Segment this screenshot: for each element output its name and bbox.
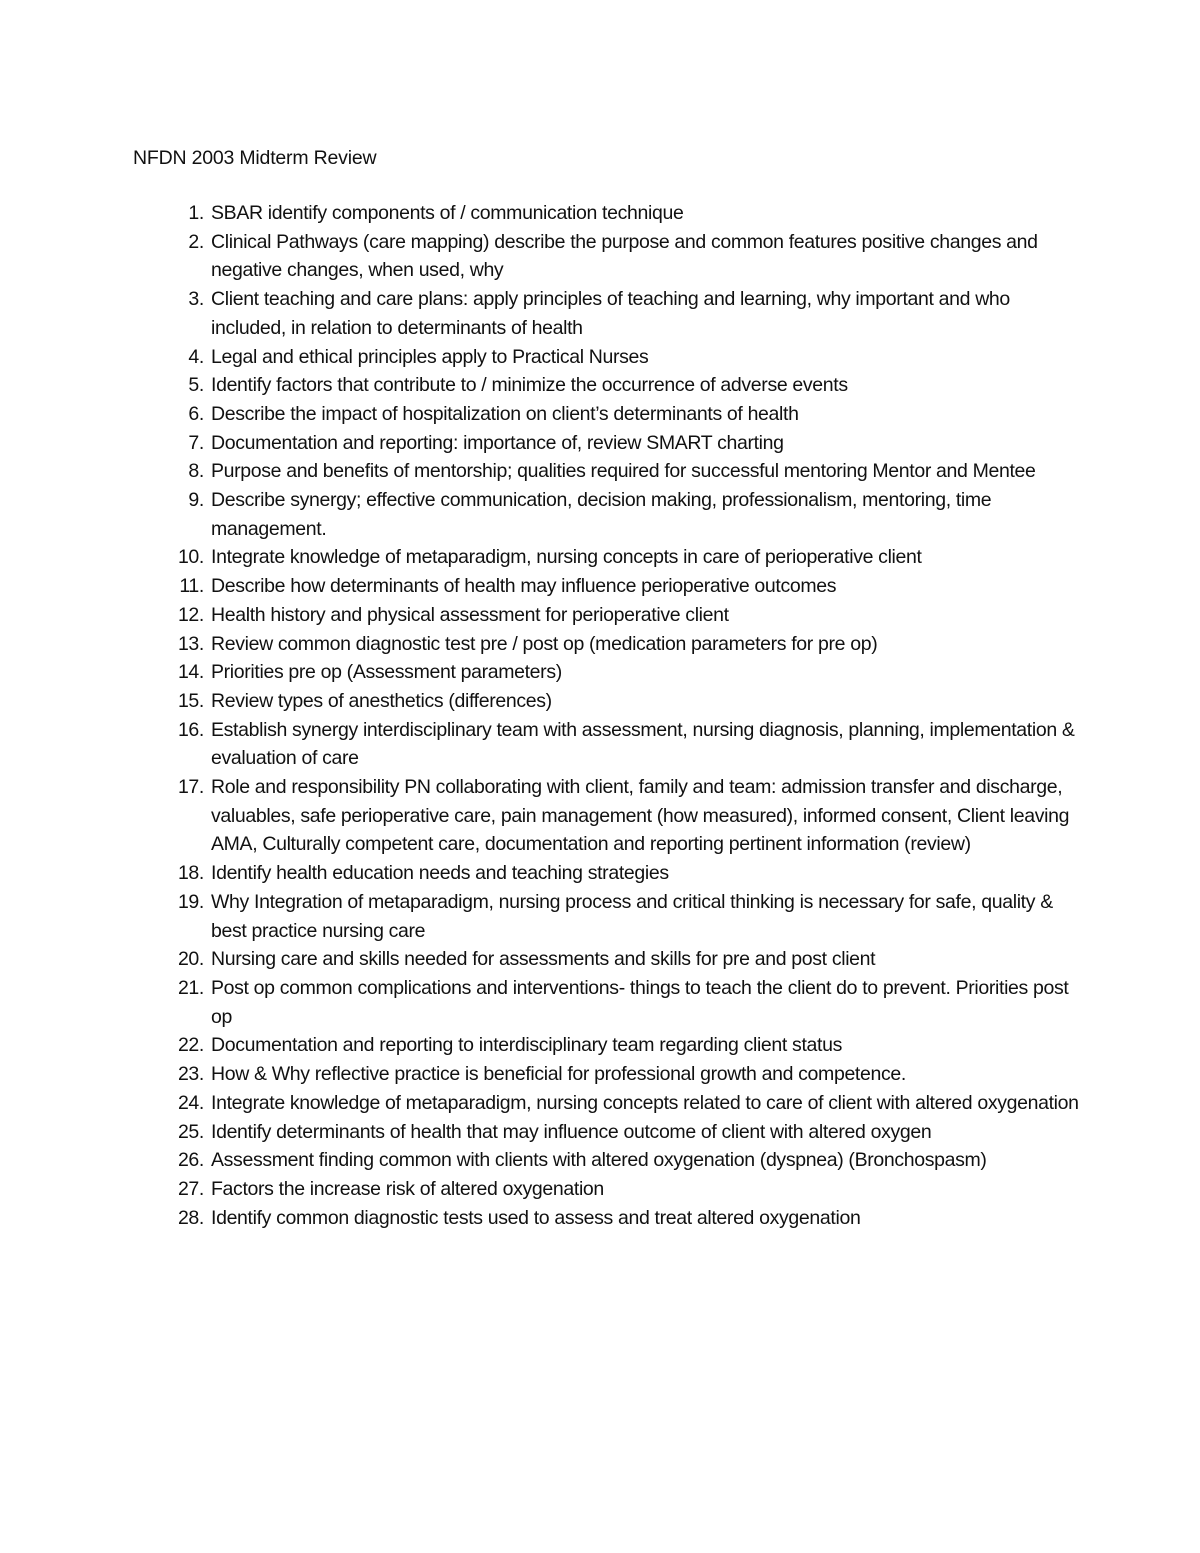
- item-number: 14.: [177, 661, 204, 684]
- item-number: 28.: [177, 1206, 204, 1229]
- item-text: Identify health education needs and teaching strategies: [211, 862, 669, 885]
- item-text: How & Why reflective practice is beneficial for professional growth and competence.: [211, 1063, 906, 1086]
- item-text: Documentation and reporting to interdisciplinary team regarding client status: [211, 1034, 842, 1057]
- item-text: Identify common diagnostic tests used to assess and treat altered oxygenation: [211, 1206, 861, 1229]
- list-item: [160, 199, 1080, 228]
- item-text: Health history and physical assessment for perioperative client: [211, 603, 729, 626]
- item-text: Describe synergy; effective communication, decision making, professionalism, mentoring, time management.: [211, 489, 992, 540]
- list-item: [160, 572, 1080, 601]
- list-item: [160, 543, 1080, 572]
- item-text: Nursing care and skills needed for assessments and skills for pre and post client: [211, 948, 876, 971]
- item-text: Priorities pre op (Assessment parameters): [211, 661, 562, 684]
- item-number: 11.: [179, 575, 204, 598]
- list-item: [160, 1118, 1080, 1147]
- list-item: [160, 1146, 1080, 1175]
- item-text: Documentation and reporting: importance of, review SMART charting: [211, 431, 784, 454]
- list-item: [160, 1060, 1080, 1089]
- item-number: 13.: [177, 632, 204, 655]
- list-item: [160, 343, 1080, 372]
- item-number: 1.: [188, 202, 204, 224]
- item-text: Post op common complications and interventions- things to teach the client do to prevent. Priorities post op: [211, 976, 1069, 1028]
- item-number: 15.: [177, 689, 204, 712]
- item-number: 16.: [177, 718, 204, 741]
- item-number: 9.: [188, 489, 204, 512]
- item-text: Clinical Pathways (care mapping) describe the purpose and common features positive changes and negative changes, when used, why: [211, 230, 1038, 282]
- item-text: SBAR identify components of / communication technique: [211, 202, 684, 224]
- item-number: 25.: [177, 1120, 204, 1143]
- item-number: 23.: [177, 1063, 204, 1086]
- item-text: Role and responsibility PN collaborating with client, family and team: admission transfer and discharge, valuables, safe perioperative care, pain management (how measured), informed consent, Client leaving AMA, Culturally competent care, documentation and reporting pertinent information (review): [211, 776, 1070, 856]
- item-text: Factors the increase risk of altered oxygenation: [211, 1177, 604, 1200]
- item-number: 20.: [177, 948, 204, 971]
- item-number: 8.: [188, 460, 204, 483]
- item-text: Identify determinants of health that may influence outcome of client with altered oxygen: [211, 1120, 932, 1143]
- item-number: 2.: [188, 230, 204, 253]
- item-text: Integrate knowledge of metaparadigm, nursing concepts related to care of client with altered oxygenation: [211, 1091, 1079, 1114]
- list-item: [160, 371, 1080, 400]
- item-text: Why Integration of metaparadigm, nursing process and critical thinking is necessary for safe, quality & best practice nursing care: [211, 890, 1053, 942]
- item-text: Describe how determinants of health may influence perioperative outcomes: [211, 575, 837, 598]
- item-text: Purpose and benefits of mentorship; qualities required for successful mentoring Mentor and Mentee: [211, 460, 1036, 483]
- list-item: [160, 285, 1080, 342]
- list-item: [160, 974, 1080, 1031]
- list-item: [160, 400, 1080, 429]
- review-list: [160, 199, 1080, 1232]
- list-item: [160, 716, 1080, 773]
- list-item: [160, 658, 1080, 687]
- list-item: [160, 228, 1080, 285]
- item-text: Establish synergy interdisciplinary team with assessment, nursing diagnosis, planning, implementation & evaluation of care: [211, 718, 1075, 770]
- item-text: Integrate knowledge of metaparadigm, nursing concepts in care of perioperative client: [211, 546, 922, 569]
- item-number: 4.: [188, 345, 204, 368]
- item-text: Describe the impact of hospitalization on client’s determinants of health: [211, 402, 799, 425]
- item-number: 5.: [188, 374, 204, 397]
- list-item: [160, 630, 1080, 659]
- item-number: 19.: [177, 890, 204, 913]
- list-item: [160, 859, 1080, 888]
- item-text: Assessment finding common with clients with altered oxygenation (dyspnea) (Bronchospasm): [211, 1149, 987, 1172]
- list-item: [160, 687, 1080, 716]
- list-item: [160, 429, 1080, 458]
- list-item: [160, 773, 1080, 859]
- item-number: 10.: [177, 546, 204, 569]
- item-number: 12.: [177, 603, 204, 626]
- list-item: [160, 486, 1080, 543]
- item-number: 7.: [188, 431, 204, 454]
- item-number: 6.: [188, 402, 204, 425]
- item-text: Client teaching and care plans: apply principles of teaching and learning, why important and who included, in relation to determinants of health: [211, 288, 1010, 339]
- document-title: NFDN 2003 Midterm Review: [133, 147, 377, 169]
- item-number: 27.: [177, 1177, 204, 1200]
- list-item: [160, 1175, 1080, 1204]
- list-item: [160, 457, 1080, 486]
- item-text: Identify factors that contribute to / minimize the occurrence of adverse events: [211, 374, 848, 397]
- list-item: [160, 945, 1080, 974]
- item-text: Legal and ethical principles apply to Practical Nurses: [211, 345, 649, 368]
- item-number: 24.: [177, 1091, 204, 1114]
- list-item: [160, 888, 1080, 945]
- item-number: 3.: [188, 288, 204, 311]
- list-item: [160, 1089, 1080, 1118]
- item-text: Review types of anesthetics (differences): [211, 689, 552, 712]
- item-number: 22.: [177, 1034, 204, 1057]
- item-number: 18.: [177, 862, 204, 885]
- item-text: Review common diagnostic test pre / post op (medication parameters for pre op): [211, 632, 878, 655]
- list-item: [160, 1204, 1080, 1233]
- list-item: [160, 1031, 1080, 1060]
- item-number: 26.: [177, 1149, 204, 1172]
- item-number: 17.: [177, 776, 204, 799]
- item-number: 21.: [177, 976, 204, 999]
- list-item: [160, 601, 1080, 630]
